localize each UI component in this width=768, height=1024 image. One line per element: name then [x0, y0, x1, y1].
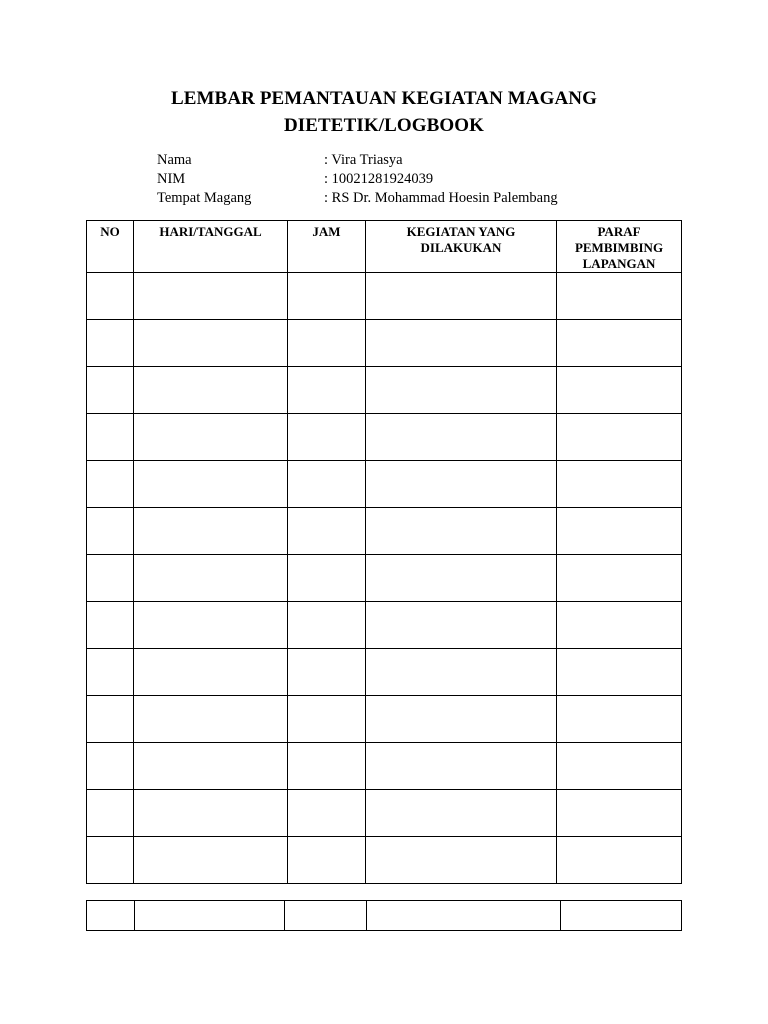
header-signature: [557, 221, 682, 273]
cell-activity[interactable]: [366, 461, 557, 508]
info-label-nama: Nama: [157, 152, 192, 168]
cell-activity[interactable]: [366, 790, 557, 837]
table-row: [87, 743, 682, 790]
table-row: [87, 414, 682, 461]
cell-activity[interactable]: [366, 649, 557, 696]
table-row: [87, 320, 682, 367]
cell-time[interactable]: [288, 508, 366, 555]
cell-date[interactable]: [134, 837, 288, 884]
cell-time[interactable]: [288, 461, 366, 508]
cell-activity[interactable]: [366, 837, 557, 884]
student-info: [157, 151, 558, 208]
table-row: [87, 649, 682, 696]
cell-date[interactable]: [134, 367, 288, 414]
cell-date[interactable]: [134, 602, 288, 649]
cell-signature[interactable]: [557, 555, 682, 602]
cell-no[interactable]: [87, 555, 134, 602]
cell-activity[interactable]: [366, 696, 557, 743]
cell-no[interactable]: [87, 696, 134, 743]
cell-date[interactable]: [134, 320, 288, 367]
table-row: [87, 696, 682, 743]
cell-signature[interactable]: [557, 837, 682, 884]
cell-time[interactable]: [288, 743, 366, 790]
page-title: LEMBAR PEMANTAUAN KEGIATAN MAGANG: [170, 88, 598, 109]
table-row: [87, 461, 682, 508]
info-label-nim: NIM: [157, 171, 186, 187]
cell-date[interactable]: [134, 461, 288, 508]
info-row-nim: [157, 170, 558, 189]
cell-signature[interactable]: [557, 414, 682, 461]
cell-no[interactable]: [87, 367, 134, 414]
header-signature-line-1: PARAF: [597, 224, 641, 239]
cell-signature[interactable]: [557, 696, 682, 743]
cell-time[interactable]: [288, 696, 366, 743]
cell-no[interactable]: [87, 414, 134, 461]
cell-signature[interactable]: [557, 743, 682, 790]
info-value-nama: : Vira Triasya: [324, 152, 403, 168]
cell-signature[interactable]: [557, 273, 682, 320]
header-activity-line-1: KEGIATAN YANG: [406, 224, 516, 239]
logbook-body: [87, 273, 682, 884]
cell-date[interactable]: [134, 508, 288, 555]
header-time: JAM: [288, 221, 366, 273]
cell-date[interactable]: [135, 901, 285, 931]
cell-signature[interactable]: [557, 790, 682, 837]
cell-date[interactable]: [134, 273, 288, 320]
table-row: [87, 508, 682, 555]
page-subtitle: DIETETIK/LOGBOOK: [283, 115, 485, 136]
cell-signature[interactable]: [561, 901, 682, 931]
continuation-table: [86, 900, 682, 931]
cell-signature[interactable]: [557, 461, 682, 508]
table-row: [87, 273, 682, 320]
cell-time[interactable]: [288, 367, 366, 414]
cell-no[interactable]: [87, 273, 134, 320]
cell-date[interactable]: [134, 649, 288, 696]
info-row-tempat-magang: [157, 189, 558, 208]
cell-time[interactable]: [288, 414, 366, 461]
table-row: [87, 837, 682, 884]
cell-activity[interactable]: [366, 508, 557, 555]
cell-activity[interactable]: [366, 367, 557, 414]
header-no: NO: [87, 221, 134, 273]
cell-no[interactable]: [87, 901, 135, 931]
cell-signature[interactable]: [557, 320, 682, 367]
table-header-row: [87, 221, 682, 273]
cell-activity[interactable]: [366, 555, 557, 602]
cell-activity[interactable]: [367, 901, 561, 931]
table-row: [87, 790, 682, 837]
cell-time[interactable]: [288, 790, 366, 837]
cell-activity[interactable]: [366, 273, 557, 320]
info-label-tempat-magang: Tempat Magang: [157, 190, 252, 206]
table-row: [87, 602, 682, 649]
cell-no[interactable]: [87, 602, 134, 649]
cell-signature[interactable]: [557, 508, 682, 555]
cell-signature[interactable]: [557, 602, 682, 649]
cell-date[interactable]: [134, 696, 288, 743]
cell-no[interactable]: [87, 649, 134, 696]
cell-time[interactable]: [288, 837, 366, 884]
cell-date[interactable]: [134, 790, 288, 837]
cell-date[interactable]: [134, 555, 288, 602]
info-row-nama: [157, 151, 558, 170]
cell-time[interactable]: [288, 555, 366, 602]
header-signature-line-2: PEMBIMBING: [574, 240, 664, 255]
cell-activity[interactable]: [366, 743, 557, 790]
cell-no[interactable]: [87, 743, 134, 790]
table-row: [87, 901, 682, 931]
cell-no[interactable]: [87, 790, 134, 837]
cell-time[interactable]: [285, 901, 367, 931]
cell-date[interactable]: [134, 414, 288, 461]
cell-activity[interactable]: [366, 414, 557, 461]
cell-no[interactable]: [87, 461, 134, 508]
cell-date[interactable]: [134, 743, 288, 790]
header-activity-line-2: DILAKUKAN: [420, 240, 502, 255]
header-date: HARI/TANGGAL: [134, 221, 288, 273]
cell-no[interactable]: [87, 508, 134, 555]
cell-time[interactable]: [288, 320, 366, 367]
table-row: [87, 555, 682, 602]
cell-time[interactable]: [288, 602, 366, 649]
info-value-nim: : 10021281924039: [324, 171, 434, 187]
info-value-tempat-magang: : RS Dr. Mohammad Hoesin Palembang: [324, 190, 558, 206]
cell-activity[interactable]: [366, 602, 557, 649]
cell-activity[interactable]: [366, 320, 557, 367]
cell-signature[interactable]: [557, 367, 682, 414]
cell-time[interactable]: [288, 273, 366, 320]
cell-signature[interactable]: [557, 649, 682, 696]
cell-time[interactable]: [288, 649, 366, 696]
cell-no[interactable]: [87, 320, 134, 367]
cell-no[interactable]: [87, 837, 134, 884]
logbook-table: [86, 220, 682, 884]
header-signature-line-3: LAPANGAN: [582, 256, 656, 271]
table-row: [87, 367, 682, 414]
header-activity: [366, 221, 557, 273]
